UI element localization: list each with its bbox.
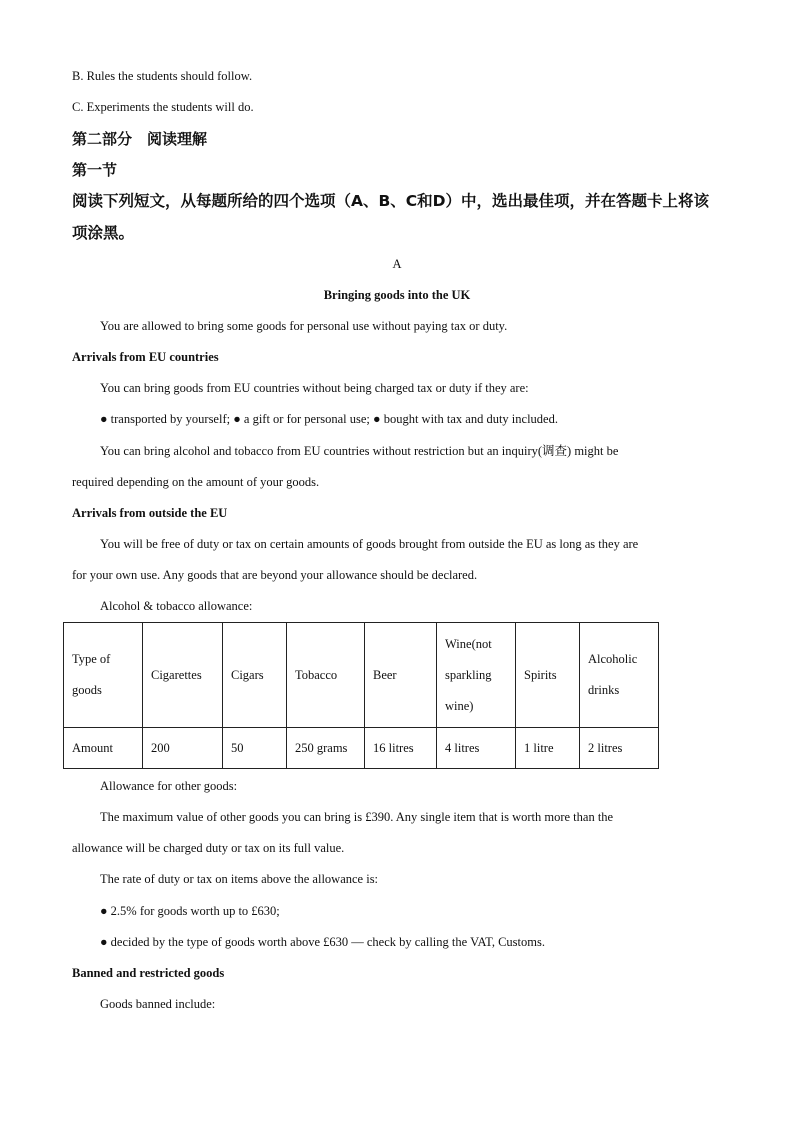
table-cell: Tobacco	[287, 623, 365, 728]
table-cell: 16 litres	[365, 728, 437, 769]
non-eu-paragraph-line-1: You will be free of duty or tax on certain amounts of goods brought from outside the EU as long as they are	[100, 537, 639, 551]
passage-letter: A	[392, 257, 402, 271]
table-cell: Type of goods	[64, 623, 143, 728]
table-cell: 4 litres	[437, 728, 516, 769]
table-cell: Alcoholic drinks	[580, 623, 659, 728]
table-cell: 250 grams	[287, 728, 365, 769]
non-eu-heading: Arrivals from outside the EU	[72, 506, 228, 520]
table-cell: Beer	[365, 623, 437, 728]
banned-label: Goods banned include:	[100, 997, 216, 1011]
intro-paragraph: You are allowed to bring some goods for personal use without paying tax or duty.	[100, 319, 508, 333]
table-cell: 1 litre	[516, 728, 580, 769]
other-goods-label: Allowance for other goods:	[100, 779, 238, 793]
table-header-row	[64, 623, 659, 728]
eu-heading: Arrivals from EU countries	[72, 350, 219, 364]
other-goods-paragraph-line-2: allowance will be charged duty or tax on its full value.	[72, 841, 345, 855]
eu-paragraph-1: You can bring goods from EU countries without being charged tax or duty if they are:	[100, 381, 529, 395]
table-cell: 200	[143, 728, 223, 769]
eu-bullets: ● transported by yourself; ● a gift or for personal use; ● bought with tax and duty included.	[100, 412, 558, 426]
option-c: C. Experiments the students will do.	[72, 100, 254, 114]
table-cell: Amount	[64, 728, 143, 769]
option-b: B. Rules the students should follow.	[72, 69, 253, 83]
instruction-line-1: 阅读下列短文，从每题所给的四个选项（A、B、C和D）中，选出最佳项，并在答题卡上将该	[72, 192, 710, 210]
table-cell: Spirits	[516, 623, 580, 728]
table-cell: Wine(not sparkling wine)	[437, 623, 516, 728]
other-goods-paragraph-line-1: The maximum value of other goods you can bring is £390. Any single item that is worth more than the	[100, 810, 614, 824]
eu-paragraph-2-line-1: You can bring alcohol and tobacco from EU countries without restriction but an inquiry(调查) might be	[100, 444, 619, 458]
instruction-line-2: 项涂黑。	[72, 224, 135, 242]
rate-label: The rate of duty or tax on items above the allowance is:	[100, 872, 379, 886]
eu-paragraph-2-line-2: required depending on the amount of your goods.	[72, 475, 320, 489]
passage-title: Bringing goods into the UK	[323, 288, 471, 302]
table-row	[64, 728, 659, 769]
section-title: 第一节	[72, 161, 118, 179]
part-title: 第二部分 阅读理解	[72, 130, 208, 148]
table-cell: Cigarettes	[143, 623, 223, 728]
rate-bullet-1: ● 2.5% for goods worth up to £630;	[100, 904, 280, 918]
table-cell: Cigars	[223, 623, 287, 728]
rate-bullet-2: ● decided by the type of goods worth above £630 — check by calling the VAT, Customs.	[100, 935, 545, 949]
allowance-table	[63, 622, 659, 769]
banned-heading: Banned and restricted goods	[72, 966, 225, 980]
table-cell: 50	[223, 728, 287, 769]
table-cell: 2 litres	[580, 728, 659, 769]
allowance-label: Alcohol & tobacco allowance:	[100, 599, 253, 613]
non-eu-paragraph-line-2: for your own use. Any goods that are beyond your allowance should be declared.	[72, 568, 478, 582]
